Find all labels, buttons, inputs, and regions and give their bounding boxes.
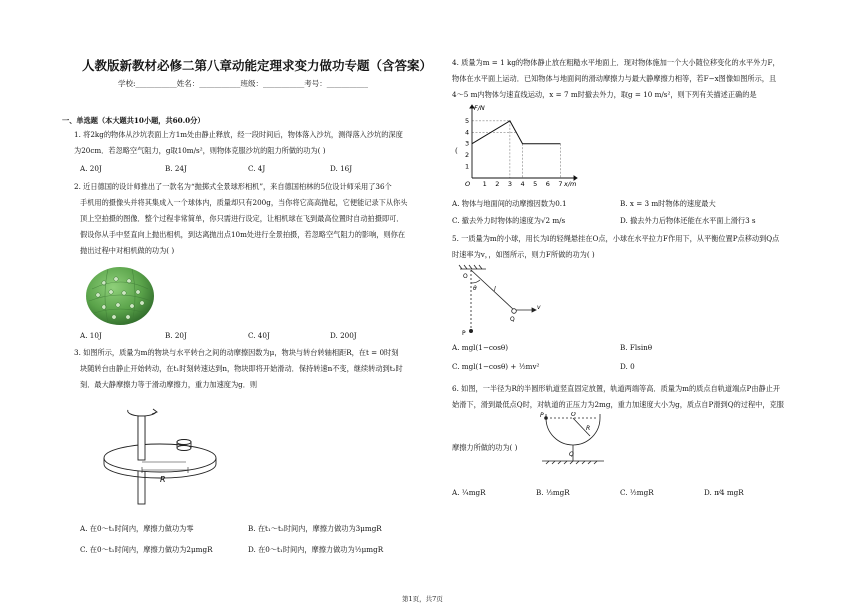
q3-option-a: A. 在0～t₁时间内，摩擦力做功为零 xyxy=(80,524,194,533)
q5-line2: 时速率为v，，如图所示，则力F所做的功为( ) xyxy=(452,250,595,259)
q5-label-v: v xyxy=(537,304,541,311)
section-heading: 一、单选题（本大题共10小题，共60.0分） xyxy=(62,116,205,125)
page-footer: 第1页，共7页 xyxy=(402,595,443,603)
q2-option-d: D. 200J xyxy=(330,331,357,340)
q4-option-c: C. 撤去外力时物体的速度为√2 m/s xyxy=(452,216,566,225)
q6-label-r: R xyxy=(586,425,591,432)
q3-option-d: D. 在0～t₁时间内，摩擦力做功为½μmgR xyxy=(248,545,384,554)
q5-label-theta: θ xyxy=(473,285,477,292)
q6-label-o: O xyxy=(571,412,576,418)
q2-line1: 2. 近日德国的设计师推出了一款名为“抛掷式全景球形相机”，来自德国柏林的5位设计师采用了36个 xyxy=(74,182,392,191)
q2-option-c: C. 40J xyxy=(248,331,270,340)
camera-ball-image xyxy=(84,265,156,327)
q5-label-q: Q xyxy=(510,316,515,323)
q1-option-c: C. 4J xyxy=(248,164,266,173)
semicircle-track-diagram xyxy=(538,412,608,468)
x-tick-label: 6 xyxy=(545,180,550,188)
q2-line3: 顶上空拍摄的图像．整个过程非常简单，你只需进行设定，让相机球在飞到最高位置时自动拍摄即可． xyxy=(80,214,404,223)
q4-line1: 4. 质量为m = 1 kg的物体静止放在粗糙水平地面上．现对物体施加一个大小随位移变化的水平外力F， xyxy=(452,58,780,67)
q2-option-a: A. 10J xyxy=(80,331,102,340)
q2-line5: 抛出过程中对相机做的功为( ) xyxy=(80,246,175,255)
q5-option-d: D. 0 xyxy=(620,362,635,371)
x-tick-label: 3 xyxy=(507,180,513,188)
q6-label-q: Q xyxy=(569,451,574,458)
q5-label-l: l xyxy=(494,286,496,293)
q5-option-c: C. mgl(1−cosθ) + ½mv² xyxy=(452,362,540,371)
q6-option-c: C. ½mgR xyxy=(620,488,654,497)
q3-option-c: C. 在0～t₁时间内，摩擦力做功为2μmgR xyxy=(80,545,213,554)
q4-line3: 4～5 m内物体匀速直线运动，x = 7 m时撤去外力，取g = 10 m/s²，则下列有关描述正确的是 xyxy=(452,90,757,99)
q5-label-p: P xyxy=(462,330,466,337)
origin-label: O xyxy=(465,180,471,188)
q4-line2: 物体在水平面上运动．已知物体与地面间的滑动摩擦力与最大静摩擦力相等，若F−x图像如图所示，且 xyxy=(452,74,777,83)
q6-line2: 始滑下，滑到最低点Q时，对轨道的正压力为2mg，重力加速度大小为g，质点自P滑到Q的过程中，克服 xyxy=(452,400,784,409)
x-tick-label: 7 xyxy=(558,180,563,188)
q5-option-a: A. mgl(1−cosθ) xyxy=(452,343,509,352)
pendulum-diagram xyxy=(452,263,544,339)
q4-option-b: B. x = 3 m时物体的速度最大 xyxy=(620,199,716,208)
q3-line3: 刻．最大静摩擦力等于滑动摩擦力，重力加速度为g．则 xyxy=(80,380,258,389)
q5-label-o: O xyxy=(463,273,468,280)
y-tick-label: 5 xyxy=(465,116,470,125)
q3-line1: 3. 如图所示，质量为m的物块与水平转台之间的动摩擦因数为μ，物块与转台转轴相距R，在t = 0时刻 xyxy=(74,348,399,357)
q4-option-d: D. 撤去外力后物体还能在水平面上滑行3 s xyxy=(620,216,756,225)
q6-option-d: D. π⁄4 mgR xyxy=(704,488,744,497)
q2-line2: 手机用的摄像头并将其集成入一个球体内，质量却只有200g，当你将它高高抛起，它便能记录下从你头 xyxy=(80,198,408,207)
q2-line4: 假设你从手中竖直向上抛出相机，到达离抛出点10m处进行全景拍摄，若忽略空气阻力的影响，则你在 xyxy=(80,230,406,239)
turntable-diagram xyxy=(98,400,224,516)
q3-fig-label-r: R xyxy=(160,475,166,484)
y-axis-label: F/N xyxy=(474,104,485,112)
q6-option-a: A. ¼mgR xyxy=(452,488,486,497)
q1-option-a: A. 20J xyxy=(80,164,102,173)
y-tick-label: 3 xyxy=(465,139,470,148)
x-tick-label: 5 xyxy=(533,180,538,188)
x-tick-label: 1 xyxy=(482,180,487,188)
page-title: 人教版新教材必修二第八章动能定理求变力做功专题（含答案） xyxy=(82,58,433,73)
q4-fig-prefix: ( xyxy=(455,146,458,155)
q1-option-d: D. 16J xyxy=(330,164,353,173)
q5-line1: 5. 一质量为m的小球，用长为l的轻绳悬挂在O点，小球在水平拉力F作用下，从平衡位置P点移动到Q点 xyxy=(452,234,780,243)
q2-option-b: B. 20J xyxy=(165,331,187,340)
q6-line1: 6. 如图，一半径为R的半圆形轨道竖直固定放置，轨道两端等高．质量为m的质点自轨道端点P由静止开 xyxy=(452,384,781,393)
x-axis-label: x/m xyxy=(564,180,577,188)
y-tick-label: 4 xyxy=(465,128,470,137)
q6-line3: 摩擦力所做的功为( ) xyxy=(452,443,518,452)
force-displacement-chart xyxy=(462,104,580,190)
q3-option-b: B. 在t₁～t₂时间内，摩擦力做功为3μmgR xyxy=(248,524,382,533)
y-tick-label: 2 xyxy=(465,151,470,160)
x-tick-label: 4 xyxy=(520,180,525,188)
y-tick-label: 1 xyxy=(465,162,470,171)
q1-line2: 为20cm．若忽略空气阻力，g取10m/s²，则物体克服沙坑的阻力所做的功为( ) xyxy=(74,146,326,155)
q4-option-a: A. 物体与地面间的动摩擦因数为0.1 xyxy=(452,199,567,208)
student-info: 学校:___________姓名：___________班级：___________考号：___________ xyxy=(118,79,369,88)
q6-option-b: B. ⅓mgR xyxy=(536,488,570,497)
q3-line2: 块随转台由静止开始转动，在t₁时刻转速达到n，物块即将开始滑动．保持转速n不变，继续转动到t₂时 xyxy=(80,364,403,373)
series-line xyxy=(472,121,560,144)
q5-option-b: B. Flsinθ xyxy=(620,343,653,352)
q1-line1: 1. 将2kg的物体从沙坑表面上方1m处由静止释放，经一段时间后，物体落入沙坑，测得落入沙坑的深度 xyxy=(74,130,403,139)
x-tick-label: 2 xyxy=(495,180,500,188)
q1-option-b: B. 24J xyxy=(165,164,187,173)
q6-label-p: P xyxy=(540,412,544,419)
